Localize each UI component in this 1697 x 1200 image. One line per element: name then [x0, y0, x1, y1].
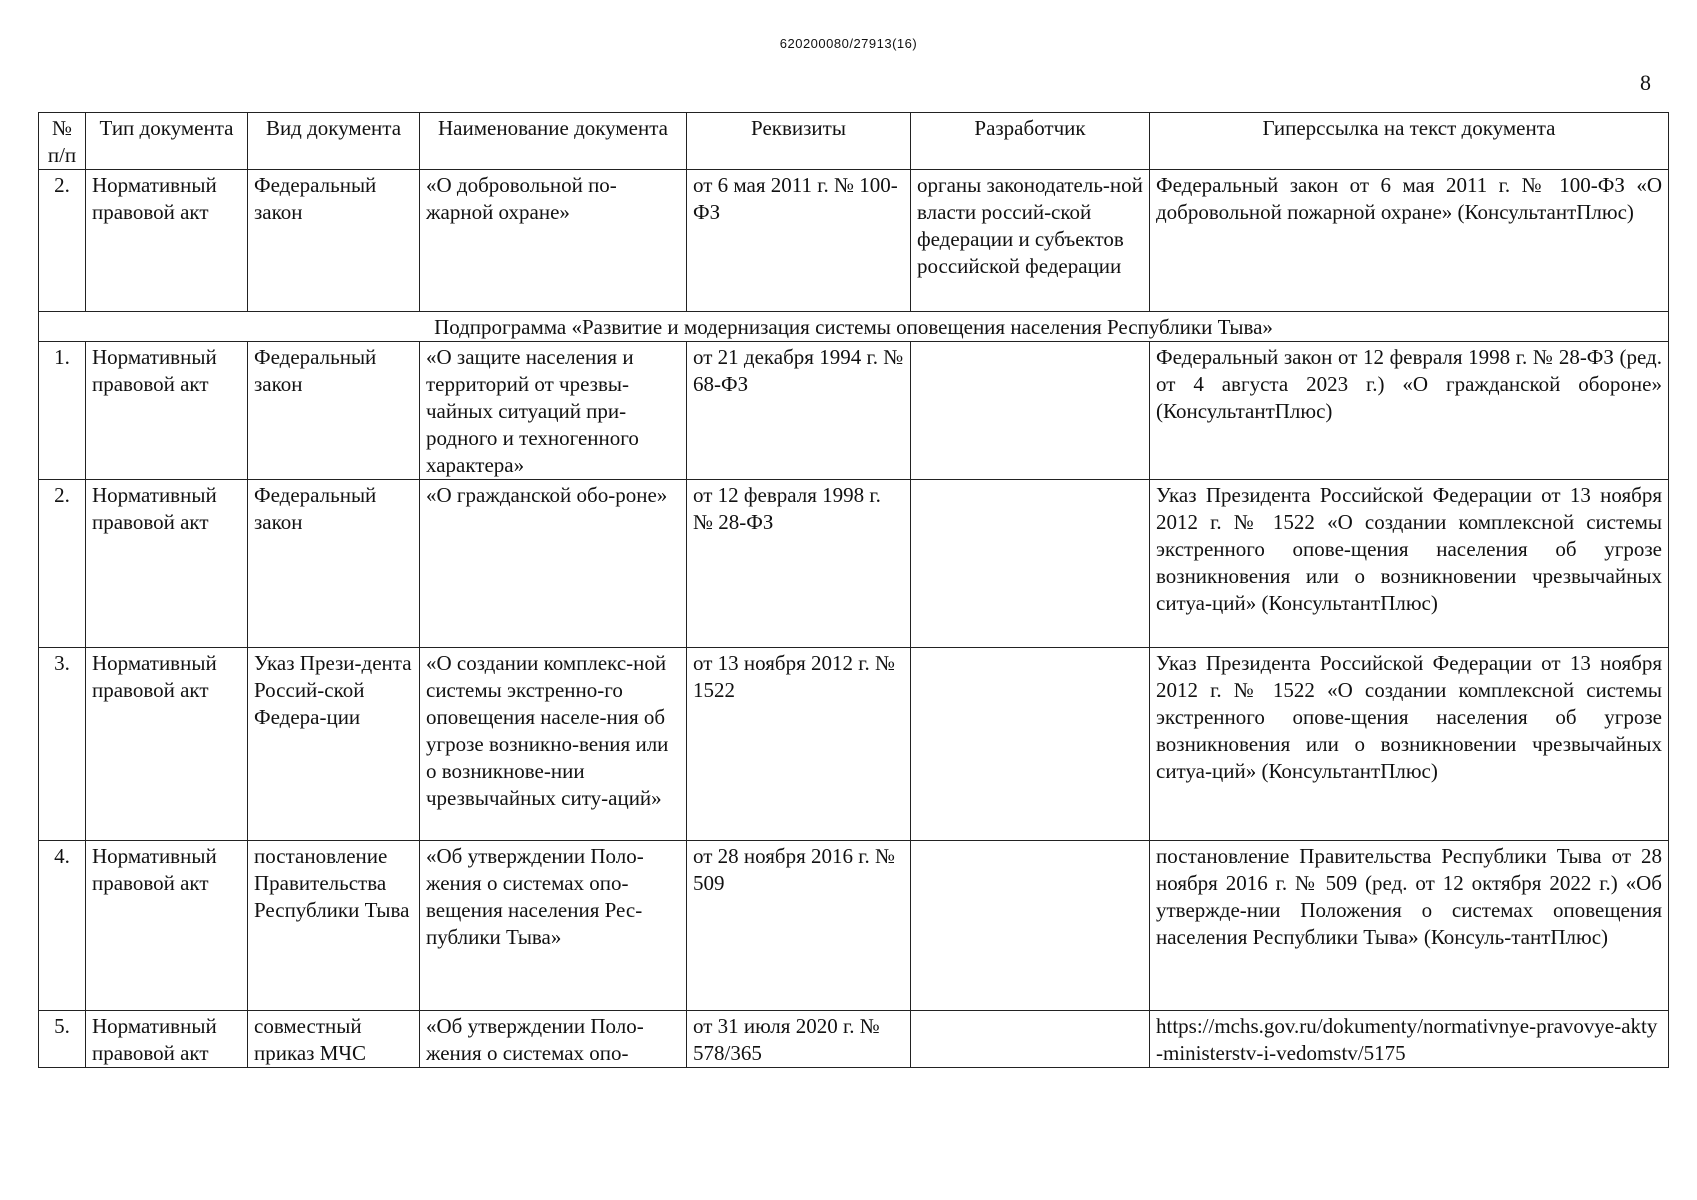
documents-table	[38, 112, 1669, 1068]
cell-developer	[911, 480, 1150, 648]
cell-doc-name: «О добровольной по-жарной охране»	[420, 170, 687, 312]
cell-developer	[911, 342, 1150, 480]
cell-details: от 12 февраля 1998 г. № 28-ФЗ	[687, 480, 911, 648]
cell-doc-kind: Указ Прези-дента Россий-ской Федера-ции	[248, 648, 420, 841]
cell-developer	[911, 648, 1150, 841]
cell-details: от 28 ноября 2016 г. № 509	[687, 841, 911, 1011]
column-header-developer: Разработчик	[911, 113, 1150, 170]
cell-developer	[911, 841, 1150, 1011]
cell-number: 5.	[39, 1011, 86, 1068]
cell-number: 2.	[39, 480, 86, 648]
cell-doc-name: «О создании комплекс-ной системы экстренно-го оповещения населе-ния об угрозе возникно-вения или о возникнове-нии чрезвычайных ситу-аций»	[420, 648, 687, 841]
document-id: 620200080/27913(16)	[779, 36, 918, 51]
column-header-number: № п/п	[39, 113, 86, 170]
table-row	[39, 648, 1669, 841]
column-header-details: Реквизиты	[687, 113, 911, 170]
table-row	[39, 170, 1669, 312]
cell-developer	[911, 1011, 1150, 1068]
cell-hyperlink: Федеральный закон от 12 февраля 1998 г. № 28-ФЗ (ред. от 4 августа 2023 г.) «О гражданской обороне» (КонсультантПлюс)	[1150, 342, 1669, 480]
cell-doc-type: Нормативный правовой акт	[86, 480, 248, 648]
table-row	[39, 480, 1669, 648]
cell-number: 3.	[39, 648, 86, 841]
column-header-doc-kind: Вид документа	[248, 113, 420, 170]
cell-doc-kind: совместный приказ МЧС	[248, 1011, 420, 1068]
subprogram-title: Подпрограмма «Развитие и модернизация системы оповещения населения Республики Тыва»	[39, 312, 1669, 342]
cell-details: от 6 мая 2011 г. № 100-ФЗ	[687, 170, 911, 312]
cell-doc-type: Нормативный правовой акт	[86, 170, 248, 312]
cell-doc-kind: постановление Правительства Республики Тыва	[248, 841, 420, 1011]
cell-doc-name: «Об утверждении Поло-жения о системах опо-вещения населения Рес-публики Тыва»	[420, 841, 687, 1011]
table-row	[39, 342, 1669, 480]
cell-doc-kind: Федеральный закон	[248, 480, 420, 648]
cell-doc-type: Нормативный правовой акт	[86, 342, 248, 480]
cell-hyperlink-url[interactable]: https://mchs.gov.ru/dokumenty/normativnye-pravovye-akty-ministerstv-i-vedomstv/5175	[1150, 1011, 1669, 1068]
cell-doc-kind: Федеральный закон	[248, 342, 420, 480]
cell-doc-type: Нормативный правовой акт	[86, 841, 248, 1011]
cell-doc-name: «О защите населения и территорий от чрезвы-чайных ситуаций при-родного и техногенного характера»	[420, 342, 687, 480]
page-number: 8	[1640, 70, 1651, 95]
cell-details: от 21 декабря 1994 г. № 68-ФЗ	[687, 342, 911, 480]
column-header-hyperlink: Гиперссылка на текст документа	[1150, 113, 1669, 170]
cell-number: 2.	[39, 170, 86, 312]
cell-number: 4.	[39, 841, 86, 1011]
table-row	[39, 1011, 1669, 1068]
cell-details: от 13 ноября 2012 г. № 1522	[687, 648, 911, 841]
cell-hyperlink: Указ Президента Российской Федерации от 13 ноября 2012 г. № 1522 «О создании комплексной системы экстренного опове-щения населения об угрозе возникновения или о возникновении чрезвычайных ситуа-ций» (КонсультантПлюс)	[1150, 480, 1669, 648]
cell-hyperlink: Указ Президента Российской Федерации от 13 ноября 2012 г. № 1522 «О создании комплексной системы экстренного опове-щения населения об угрозе возникновения или о возникновении чрезвычайных ситуа-ций» (КонсультантПлюс)	[1150, 648, 1669, 841]
cell-doc-type: Нормативный правовой акт	[86, 648, 248, 841]
cell-hyperlink: Федеральный закон от 6 мая 2011 г. № 100-ФЗ «О добровольной пожарной охране» (КонсультантПлюс)	[1150, 170, 1669, 312]
cell-developer: органы законодатель-ной власти россий-ской федерации и субъектов российской федерации	[911, 170, 1150, 312]
table-row	[39, 841, 1669, 1011]
cell-details: от 31 июля 2020 г. № 578/365	[687, 1011, 911, 1068]
cell-doc-name: «О гражданской обо-роне»	[420, 480, 687, 648]
cell-doc-type: Нормативный правовой акт	[86, 1011, 248, 1068]
cell-hyperlink: постановление Правительства Республики Тыва от 28 ноября 2016 г. № 509 (ред. от 12 октября 2022 г.) «Об утвержде-нии Положения о системах оповещения населения Республики Тыва» (Консуль-тантПлюс)	[1150, 841, 1669, 1011]
column-header-doc-name: Наименование документа	[420, 113, 687, 170]
cell-doc-name: «Об утверждении Поло-жения о системах опо-	[420, 1011, 687, 1068]
table-header-row	[39, 113, 1669, 170]
column-header-doc-type: Тип документа	[86, 113, 248, 170]
cell-number: 1.	[39, 342, 86, 480]
section-row	[39, 312, 1669, 342]
cell-doc-kind: Федеральный закон	[248, 170, 420, 312]
